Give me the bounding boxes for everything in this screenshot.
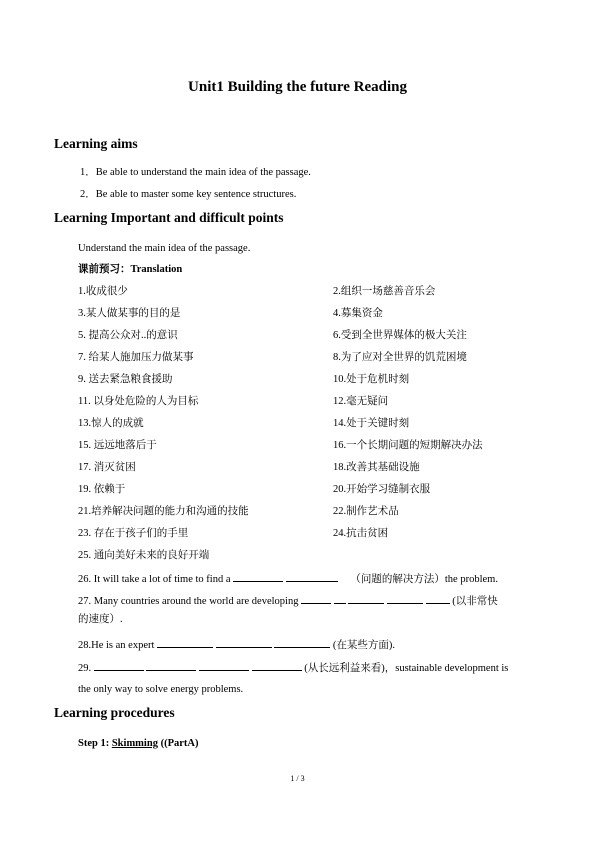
translation-item: 9. 送去紧急粮食援助 [78, 374, 173, 385]
translation-item: 19. 依赖于 [78, 484, 126, 495]
translation-item: 10.处于危机时刻 [333, 374, 410, 385]
aim-item-2: 2．Be able to master some key sentence structures. [80, 189, 297, 200]
q29-blank-2[interactable] [146, 660, 196, 671]
question-28 [78, 637, 395, 653]
translation-item: 21.培养解决问题的能力和沟通的技能 [78, 506, 249, 517]
document-title: Unit1 Building the future Reading [188, 79, 407, 95]
aim-item-1: 1．Be able to understand the main idea of the passage. [80, 167, 311, 178]
translation-item: 17. 消灭贫困 [78, 462, 136, 473]
translation-item: 22.制作艺术品 [333, 506, 399, 517]
translation-item: 4.募集资金 [333, 308, 383, 319]
translation-item: 14.处于关键时刻 [333, 418, 410, 429]
learning-procedures-heading: Learning procedures [54, 705, 175, 720]
q26-hint: （问题的解决方法）the problem. [350, 574, 498, 585]
q27-blank-4[interactable] [387, 593, 423, 604]
q26-blank-1[interactable] [233, 571, 283, 582]
translation-item: 7. 给某人施加压力做某事 [78, 352, 194, 363]
q27-blank-5[interactable] [426, 593, 450, 604]
q27-hint: (以非常快 [452, 596, 498, 607]
step-1 [78, 737, 198, 751]
q28-blank-1[interactable] [157, 637, 213, 648]
page-number: 1 / 3 [290, 774, 305, 783]
translation-item: 1.收成很少 [78, 286, 128, 297]
translation-item: 8.为了应对全世界的饥荒困境 [333, 352, 467, 363]
q29-blank-1[interactable] [94, 660, 144, 671]
translation-item: 6.受到全世界媒体的极大关注 [333, 330, 467, 341]
translation-item: 23. 存在于孩子们的手里 [78, 528, 189, 539]
translation-item: 5. 提高公众对..的意识 [78, 330, 178, 341]
step-1-prefix: Step 1: [78, 738, 112, 749]
q28-blank-2[interactable] [216, 637, 272, 648]
q27-text: 27. Many countries around the world are developing [78, 596, 299, 607]
q28-text: 28.He is an expert [78, 640, 155, 651]
question-26 [78, 571, 498, 587]
important-points-heading: Learning Important and difficult points [54, 210, 284, 225]
q26-text: 26. It will take a lot of time to find a [78, 574, 231, 585]
translation-item: 20.开始学习缝制衣服 [333, 484, 431, 495]
skimming-link[interactable]: Skimming [111, 738, 158, 749]
learning-aims-heading: Learning aims [54, 136, 138, 151]
question-27 [78, 593, 498, 609]
q28-blank-3[interactable] [274, 637, 330, 648]
q29-text: 29. [78, 663, 92, 674]
q29-continued: the only way to solve energy problems. [78, 684, 244, 695]
translation-item: 16.一个长期问题的短期解决办法 [333, 440, 483, 451]
translation-item: 11. 以身处危险的人为目标 [78, 396, 199, 407]
question-29 [78, 660, 508, 676]
q29-blank-4[interactable] [252, 660, 302, 671]
translation-item: 12.毫无疑问 [333, 396, 389, 407]
translation-item: 3.某人做某事的目的是 [78, 308, 181, 319]
q27-blank-3[interactable] [348, 593, 384, 604]
translation-item-25: 25. 通向美好未来的良好开端 [78, 550, 210, 561]
q29-hint: (从长远利益来看)，sustainable development is [304, 663, 509, 674]
q28-hint: (在某些方面). [332, 640, 396, 651]
translation-item: 18.改善其基础设施 [333, 462, 420, 473]
preview-translation-label: 课前预习：Translation [78, 264, 183, 275]
translation-item: 15. 远远地落后于 [78, 440, 157, 451]
important-points-text: Understand the main idea of the passage. [78, 243, 251, 254]
translation-item: 2.组织一场慈善音乐会 [333, 286, 436, 297]
q27-continued: 的速度）. [78, 614, 123, 625]
translation-item: 24.抗击贫困 [333, 528, 389, 539]
q27-blank-2[interactable] [334, 593, 346, 604]
q27-blank-1[interactable] [301, 593, 331, 604]
q26-blank-2[interactable] [286, 571, 338, 582]
translation-item: 13.惊人的成就 [78, 418, 144, 429]
step-1-suffix: ((PartA) [157, 738, 199, 749]
q29-blank-3[interactable] [199, 660, 249, 671]
